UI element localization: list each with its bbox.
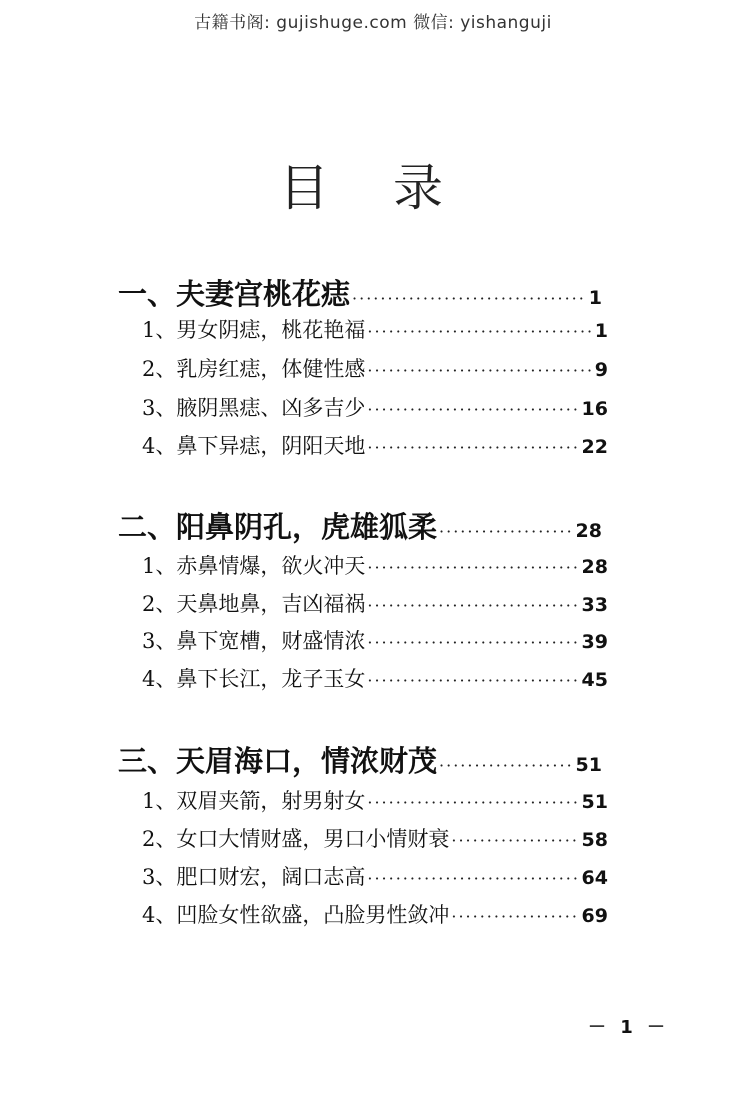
toc-page-number: 1 (594, 320, 608, 342)
toc-page-number: 64 (581, 867, 608, 889)
toc-page-number: 69 (581, 905, 608, 927)
toc-item-label: 3、腋阴黑痣、凶多吉少 (142, 396, 366, 420)
toc-item-label: 4、鼻下异痣，阴阳天地 (142, 434, 366, 458)
leader-dots (451, 831, 579, 850)
leader-dots (439, 522, 574, 541)
toc-item-label: 4、凹脸女性欲盛，凸脸男性敛冲 (142, 903, 450, 927)
toc-item[interactable] (142, 392, 608, 422)
leader-dots (367, 596, 579, 615)
toc-item-label: 1、双眉夹箭，射男射女 (142, 789, 366, 813)
toc-item[interactable] (142, 823, 608, 853)
toc-section-label: 一、夫妻宫桃花痣 (118, 277, 351, 311)
toc-section-3[interactable] (118, 739, 602, 780)
leader-dots (367, 671, 579, 690)
leader-dots (367, 361, 592, 380)
toc-page-number: 45 (581, 669, 608, 691)
toc-section-label: 三、天眉海口，情浓财茂 (118, 744, 438, 778)
toc-page-number: 28 (581, 556, 608, 578)
toc-page-number: 51 (581, 791, 608, 813)
footer-page-number: － 1 － (588, 1017, 670, 1038)
toc-page-number: 51 (575, 754, 602, 776)
toc-page-number: 39 (581, 631, 608, 653)
leader-dots (352, 289, 587, 308)
toc-item[interactable] (142, 353, 608, 383)
leader-dots (367, 558, 579, 577)
toc-page-number: 22 (581, 436, 608, 458)
toc-item-label: 2、乳房红痣，体健性感 (142, 357, 366, 381)
leader-dots (439, 756, 574, 775)
toc-item[interactable] (142, 785, 608, 815)
toc-item[interactable] (142, 550, 608, 580)
leader-dots (451, 907, 579, 926)
toc-section-1[interactable] (118, 272, 602, 313)
toc-item-label: 1、赤鼻情爆，欲火冲天 (142, 554, 366, 578)
leader-dots (367, 869, 579, 888)
toc-item-label: 3、鼻下宽槽，财盛情浓 (142, 629, 366, 653)
toc-item[interactable] (142, 430, 608, 460)
watermark-text: 古籍书阁: gujishuge.com 微信: yishanguji (194, 13, 552, 33)
toc-page-number: 16 (581, 398, 608, 420)
toc-page-number: 33 (581, 594, 608, 616)
toc-item[interactable] (142, 663, 608, 693)
toc-item-label: 2、女口大情财盛，男口小情财衰 (142, 827, 450, 851)
toc-item[interactable] (142, 899, 608, 929)
leader-dots (367, 322, 592, 341)
toc-item-label: 1、男女阴痣，桃花艳福 (142, 318, 366, 342)
leader-dots (367, 400, 579, 419)
toc-item[interactable] (142, 314, 608, 344)
toc-section-2[interactable] (118, 505, 602, 546)
toc-item-label: 3、肥口财宏，阔口志高 (142, 865, 366, 889)
toc-item[interactable] (142, 588, 608, 618)
leader-dots (367, 793, 579, 812)
toc-page-number: 58 (581, 829, 608, 851)
leader-dots (367, 633, 579, 652)
toc-item-label: 2、天鼻地鼻，吉凶福祸 (142, 592, 366, 616)
leader-dots (367, 438, 579, 457)
toc-page-number: 1 (588, 287, 602, 309)
toc-section-label: 二、阳鼻阴孔，虎雄狐柔 (118, 510, 438, 544)
page-title: 目 录 (279, 159, 467, 217)
toc-item[interactable] (142, 861, 608, 891)
toc-page-number: 9 (594, 359, 608, 381)
toc-item[interactable] (142, 625, 608, 655)
toc-item-label: 4、鼻下长江，龙子玉女 (142, 667, 366, 691)
toc-page-number: 28 (575, 520, 602, 542)
